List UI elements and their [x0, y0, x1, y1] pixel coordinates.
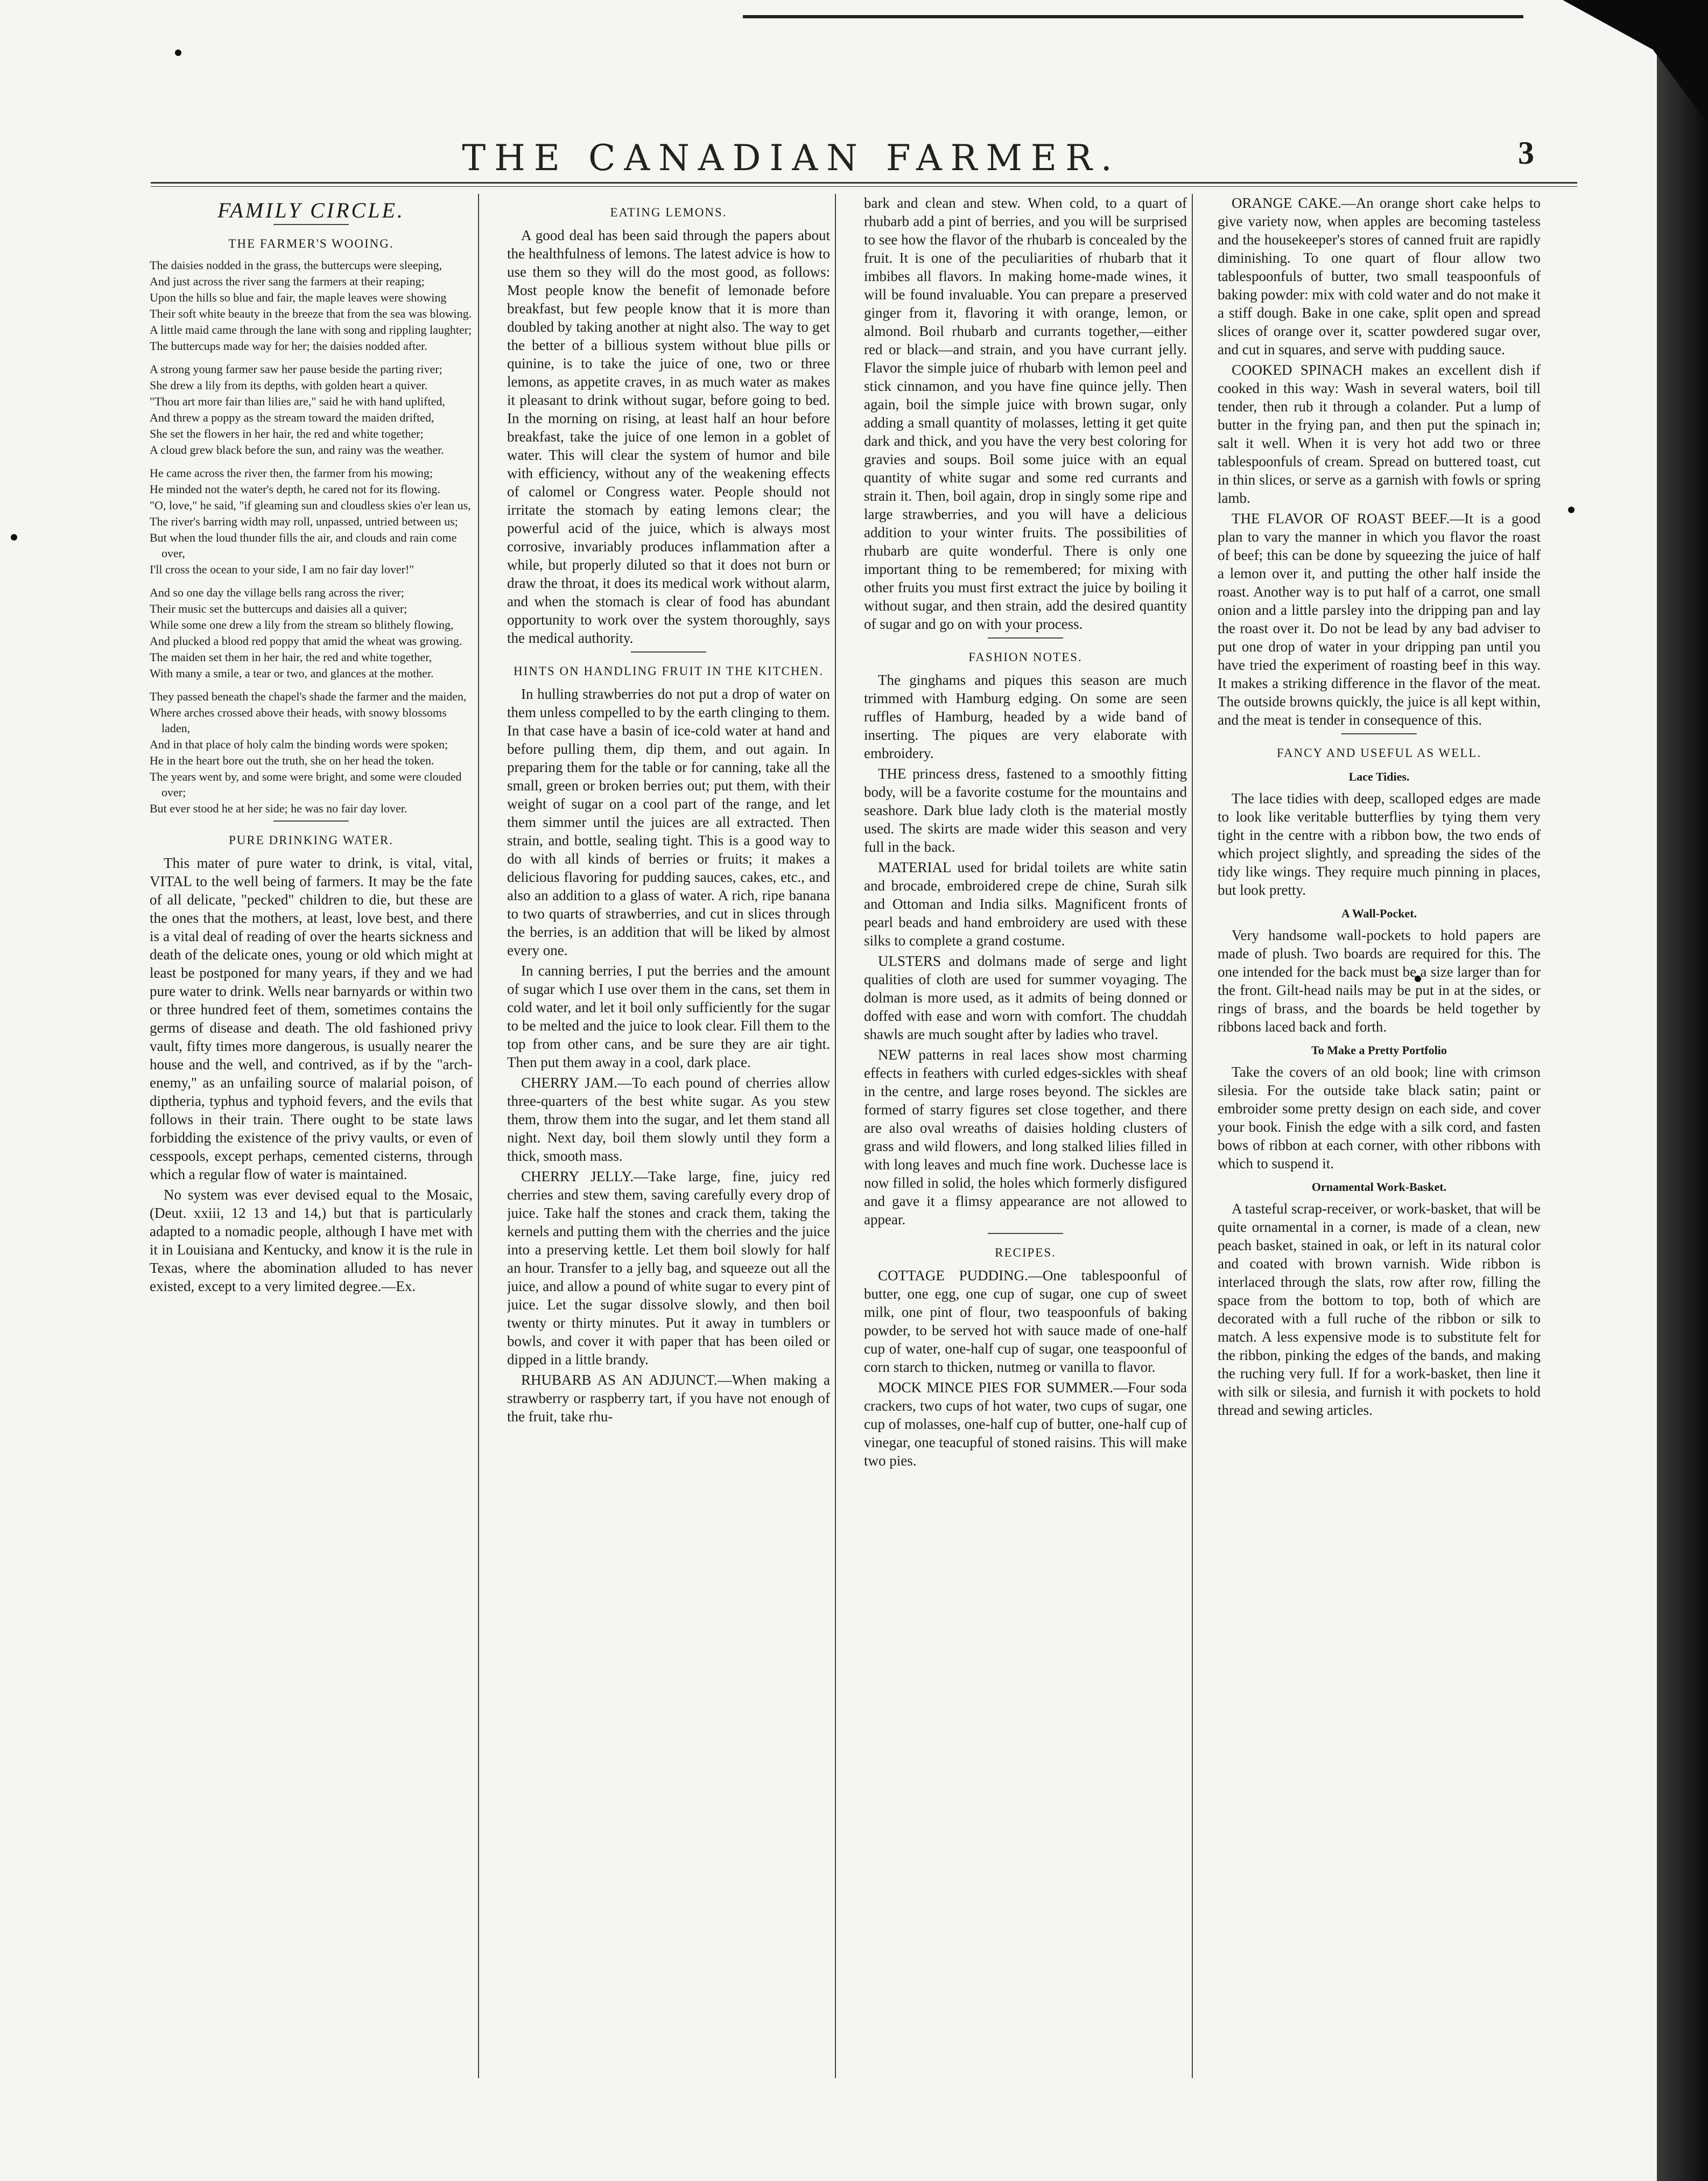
poem-line: He minded not the water's depth, he cared not for its flowing.: [150, 482, 440, 496]
section-rule: [988, 1233, 1063, 1234]
poem-line: She drew a lily from its depths, with golden heart a quiver.: [150, 378, 428, 392]
article-paragraph: COTTAGE PUDDING.—One tablespoonful of butter, one egg, one cup of sugar, one cup of sweet milk, one pint of flour, two teaspoonfuls of baking powder, to be served hot with sauce made of one-half cup of water, one-half cup of sugar, one teaspoonful of corn starch to thicken, nutmeg or vanilla to flavor.: [864, 1267, 1187, 1375]
poem-line: Where arches crossed above their heads, with snowy blossoms laden,: [150, 706, 447, 735]
article-paragraph: In canning berries, I put the berries and the amount of sugar which I use over them in the cans, set them in cold water, and let it boil only sufficiently for the sugar to be melted and the juice to look clear. Fill them to the top from other cans, and be sure they are air tight. Then put them away in a cool, dark place.: [507, 963, 830, 1070]
article-paragraph: This mater of pure water to drink, is vital, vital, VITAL to the well being of farmers. It may be the fate of all delicate, "pecked" children to die, but these are the ones that the mothers, at least, love best, and there is a vital deal of reading of over the hearts sickness and death of the delicate ones, young or old which might at least be postponed for many years, if they and we had pure water to drink. Wells near barnyards or within two or three hundred feet of them, sometimes contains the germs of disease and death. The old fashioned privy vault, fifty times more dangerous, is usually nearer the house and the well, and contrived, as if by the "arch-enemy," as an unfailing source of malarial poison, of diptheria, typhus and typhoid fevers, and the evils that follows in their train. There ought to be state laws forbidding the existence of the privy vaults, or even of cesspools, except perhaps, cemented cisterns, through which a regular flow of water is maintained.: [150, 855, 473, 1182]
poem-line: But when the loud thunder fills the air, and clouds and rain come over,: [150, 531, 457, 560]
poem-line: He in the heart bore out the truth, she on her head the token.: [150, 754, 434, 767]
column-1: [150, 194, 473, 2089]
column-rule: [835, 194, 836, 2078]
column-2: [507, 194, 830, 2089]
poem-line: A strong young farmer saw her pause beside the parting river;: [150, 362, 442, 376]
article-paragraph: Very handsome wall-pockets to hold papers are made of plush. Two boards are required for this. The one intended for the back must be a size larger than for the front. Gilt-head nails may be put in at the sides, or rings of brass, and the boards be held together by ribbons laced back and forth.: [1218, 927, 1541, 1035]
poem-line: "O, love," he said, "if gleaming sun and cloudless skies o'er lean us,: [150, 499, 471, 512]
column-3: [864, 194, 1187, 2089]
article-title: HINTS ON HANDLING FRUIT IN THE KITCHEN.: [513, 664, 824, 678]
article-title: FASHION NOTES.: [968, 650, 1083, 664]
article-paragraph: The ginghams and piques this season are much trimmed with Hamburg edging. On some are seen ruffles of Hamburg, headed by a wide band of inserting. The piques are very elaborate with embroidery.: [864, 672, 1187, 761]
article-paragraph: COOKED SPINACH makes an excellent dish if cooked in this way: Wash in several waters, boil till tender, then rub it through a colander. Put a lump of butter in the frying pan, and then put the spinach in; salt it well. When it is very hot add two or three tablespoonfuls of cream. Spread on buttered toast, cut in thin slices, or serve as a garnish with fowls or spring lamb.: [1218, 362, 1541, 506]
article-paragraph: In hulling strawberries do not put a drop of water on them unless compelled to by the earth clinging to them. In that case have a basin of ice-cold water at hand and before pulling them, dip them, and out again. In preparing them for the table or for canning, take all the small, green or broken berries out; put them, with their weight of sugar on a cool part of the range, and let them simmer until the juices are all extracted. Then strain, and bottle, sealing tight. This is a good way to do with all kinds of berries or fruits; it makes a delicious flavoring for pudding sauces, cakes, etc., and also an addition to a glass of water. A rich, ripe banana to two quarts of strawberries, and cut in slices through the berries, is an addition that will be liked by almost every one.: [507, 686, 830, 958]
masthead-rule: [151, 186, 1577, 187]
column-4: [1218, 194, 1541, 2089]
subsection-title: Ornamental Work-Basket.: [1311, 1180, 1447, 1194]
poem-line: And threw a poppy as the stream toward the maiden drifted,: [150, 411, 434, 424]
article-title: PURE DRINKING WATER.: [229, 833, 393, 847]
scan-speck: [1568, 507, 1575, 513]
poem-line: Their music set the buttercups and daisies all a quiver;: [150, 602, 407, 615]
poem-line: Upon the hills so blue and fair, the maple leaves were showing: [150, 291, 447, 304]
poem-line: And just across the river sang the farmers at their reaping;: [150, 275, 425, 288]
scan-dark-edge: [1657, 0, 1708, 2181]
poem-line: And in that place of holy calm the binding words were spoken;: [150, 738, 448, 751]
poem-line: With many a smile, a tear or two, and glances at the mother.: [150, 667, 434, 680]
poem-line: She set the flowers in her hair, the red and white together;: [150, 427, 424, 440]
article-paragraph: RHUBARB AS AN ADJUNCT.—When making a strawberry or raspberry tart, if you have not enough of the fruit, take rhu-: [507, 1372, 830, 1425]
column-rule: [1192, 194, 1193, 2078]
section-rule: [1341, 733, 1417, 734]
poem-line: He came across the river then, the farmer from his mowing;: [150, 466, 433, 480]
poem-line: While some one drew a lily from the stream so blithely flowing,: [150, 618, 454, 632]
article-paragraph: THE princess dress, fastened to a smoothly fitting body, will be a favorite costume for the mountains and seashore. Dark blue lady cloth is the material mostly used. The skirts are made wider this season and very full in the back.: [864, 766, 1187, 855]
poem-line: "Thou art more fair than lilies are," said he with hand uplifted,: [150, 395, 445, 408]
article-paragraph: bark and clean and stew. When cold, to a quart of rhubarb add a pint of berries, and you will be surprised to see how the flavor of the rhubarb is concealed by the fruit. It is one of the peculiarities of rhubarb that it imbibes all flavors. In making home-made wines, it will be found invaluable. You can prepare a preserved ginger from it, flavoring it with orange, lemon, or almond. Boil rhubarb and currants together,—either red or black—and strain, and you have currant jelly. Flavor the simple juice of rhubarb with lemon peel and stick cinnamon, and you have fine quince jelly. Then again, boil the simple juice with brown sugar, only adding a small quantity of molasses, letting it get quite dark and thick, and you have the very best coloring for gravies and soups. Boil some juice with an equal quantity of white sugar and some red currants and strain it. Then, boil again, drop in singly some ripe and large strawberries, and you will have a delicious addition to your winter fruits. The possibilities of rhubarb are quite wonderful. There is only one important thing to be remembered; for mixing with other fruits you must first extract the juice by boiling it without sugar, and then strain, add the desired quantity of sugar and go on with your process.: [864, 195, 1187, 632]
article-paragraph: ULSTERS and dolmans made of serge and light qualities of cloth are used for summer voyaging. The dolman is more used, as it admits of being donned or doffed with ease and worn with comfort. The chuddah shawls are much sought after by ladies who travel.: [864, 953, 1187, 1042]
poem-line: And plucked a blood red poppy that amid the wheat was growing.: [150, 634, 462, 648]
poem-line: Their soft white beauty in the breeze that from the sea was blowing.: [150, 307, 472, 320]
article-paragraph: The lace tidies with deep, scalloped edges are made to look like veritable butterflies by tying them very tight in the centre with a ribbon bow, the two ends of which project slightly, and spreading the sides of the tidy like wings. They require much pinning in places, but look pretty.: [1218, 790, 1541, 898]
subsection-title: A Wall-Pocket.: [1341, 907, 1417, 920]
section-title: FAMILY CIRCLE.: [217, 198, 405, 222]
poem-line: But ever stood he at her side; he was no fair day lover.: [150, 802, 407, 815]
article-title: RECIPES.: [995, 1246, 1056, 1259]
poem-line: A little maid came through the lane with song and rippling laughter;: [150, 323, 472, 336]
poem-line: The buttercups made way for her; the daisies nodded after.: [150, 339, 427, 353]
scan-speck: [11, 534, 17, 541]
poem-line: And so one day the village bells rang across the river;: [150, 586, 404, 599]
column-rule: [478, 194, 479, 2078]
article-title: EATING LEMONS.: [610, 206, 727, 219]
poem-line: I'll cross the ocean to your side, I am no fair day lover!": [150, 563, 414, 576]
masthead-rule: [151, 182, 1577, 184]
subsection-title: Lace Tidies.: [1348, 770, 1410, 783]
masthead-title: THE CANADIAN FARMER.: [462, 137, 1121, 179]
poem-line: The river's barring width may roll, unpassed, untried between us;: [150, 515, 458, 528]
poem-title: THE FARMER'S WOOING.: [228, 237, 394, 250]
article-paragraph: CHERRY JELLY.—Take large, fine, juicy red cherries and stew them, saving carefully every drop of juice. Take half the stones and crack them, taking the kernels and putting them with the cherries and the juice into a preserving kettle. Let them boil slowly for half an hour. Transfer to a jelly bag, and squeeze out all the juice, and allow a pound of white sugar to every pint of juice. Let the sugar dissolve slowly, and then boil twenty or thirty minutes. Put it away in tumblers or bowls, and cover it with paper that has been oiled or dipped in a little brandy.: [507, 1168, 830, 1367]
article-paragraph: THE FLAVOR OF ROAST BEEF.—It is a good plan to vary the manner in which you flavor the roast of beef; this can be done by squeezing the juice of half a lemon over it, and putting the other half inside the roast. Another way is to put half of a carrot, one small onion and a little parsley into the dripping pan and lay the roast over it. Do not be lead by any bad adviser to put one drop of water in your dripping pan until you have tried the experiment of roasting beef in this way. It makes a striking difference in the flavor of the meat. The outside browns quickly, the juice is all kept within, and the meat is tender in consequence of this.: [1218, 510, 1541, 728]
article-paragraph: Take the covers of an old book; line with crimson silesia. For the outside take black satin; paint or embroider some pretty design on each side, and cover your book. Finish the edge with a silk cord, and fasten bows of ribbon at each corner, with other ribbons with which to suspend it.: [1218, 1064, 1541, 1172]
article-paragraph: ORANGE CAKE.—An orange short cake helps to give variety now, when apples are becoming tasteless and the housekeeper's stores of canned fruit are rapidly diminishing. To one quart of flour allow two tablespoonfuls of butter, two small teaspoonfuls of baking powder: mix with cold water and do not make it a stiff dough. Bake in one cake, split open and spread slices of orange over it, scatter powdered sugar over, and cut in squares, and serve with pudding sauce.: [1218, 195, 1541, 357]
article-title: FANCY AND USEFUL AS WELL.: [1276, 746, 1482, 760]
section-rule: [273, 224, 349, 225]
poem-line: The years went by, and some were bright, and some were clouded over;: [150, 770, 462, 799]
article-paragraph: MATERIAL used for bridal toilets are white satin and brocade, embroidered crepe de chine, Surah silk and Ottoman and India silks. Magnificent fronts of pearl beads and hand embroidery are used with these silks to complete a grand costume.: [864, 859, 1187, 949]
section-rule: [988, 637, 1063, 639]
poem-line: The daisies nodded in the grass, the buttercups were sleeping,: [150, 258, 442, 272]
page-number: 3: [1518, 135, 1534, 171]
article-paragraph: CHERRY JAM.—To each pound of cherries allow three-quarters of the best white sugar. As you stew them, throw them into the sugar, and let them stand all night. Next day, boil them slowly until they form a thick, smooth mass.: [507, 1075, 830, 1164]
poem-line: The maiden set them in her hair, the red and white together,: [150, 650, 432, 664]
subsection-title: To Make a Pretty Portfolio: [1311, 1043, 1447, 1057]
article-paragraph: MOCK MINCE PIES FOR SUMMER.—Four soda crackers, two cups of hot water, two cups of sugar, one cup of molasses, one-half cup of butter, one-half cup of vinegar, one teacupful of stoned raisins. This will make two pies.: [864, 1379, 1187, 1469]
article-paragraph: A good deal has been said through the papers about the healthfulness of lemons. The latest advice is how to use them so they will do the most good, as follows: Most people know the benefit of lemonade before breakfast, but few people know that it is more than doubled by taking another at night also. The way to get the better of a billious system without blue pills or quinine, is to take the juice of one, two or three lemons, as appetite craves, in as much water as makes it pleasant to drink without sugar, before going to bed. In the morning on rising, at least half an hour before breakfast, take the juice of one lemon in a goblet of water. This will clear the system of humor and bile with efficiency, without any of the weakening effects of calomel or Congress water. People should not irritate the stomach by eating lemons clear; the powerful acid of the juice, which is always most corrosive, invariably produces inflammation after a while, but properly diluted so that it does not burn or draw the throat, it does its medical work without alarm, and when the stomach is clear of food has abundant opportunity to work over the system thoroughly, says the medical authority.: [507, 227, 830, 646]
article-paragraph: A tasteful scrap-receiver, or work-basket, that will be quite ornamental in a corner, is made of a clean, new peach basket, stained in oak, or left in its natural color and coated with brown varnish. Wide ribbon is interlaced through the slats, row after row, filling the space from the bottom to top, both of which are decorated with a full ruche of the ribbon or silk to match. A less expensive mode is to substitute felt for the ribbon, pinking the edges of the bands, and making the ruching very full. If for a work-basket, then line it with silk or silesia, and furnish it with pockets to hold thread and sewing articles.: [1218, 1201, 1541, 1418]
article-paragraph: No system was ever devised equal to the Mosaic, (Deut. xxiii, 12 13 and 14,) but that is particularly adapted to a nomadic people, although I have met with it in Louisiana and Kentucky, and know it is the rule in Texas, where the abomination alluded to has never existed, except to a very limited degree.—Ex.: [150, 1187, 473, 1294]
article-paragraph: NEW patterns in real laces show most charming effects in feathers with curled edges-sickles with sheaf in the centre, and large roses beyond. The sickles are formed of starry figures set close together, and there are also oval wreaths of daisies holding clusters of grass and wild flowers, and long stalked lilies filled in with long leaves and much fine work. Duchesse lace is now filled in solid, the holes which formerly disfigured and gave it a flimsy appearance are not allowed to appear.: [864, 1047, 1187, 1228]
poem-line: They passed beneath the chapel's shade the farmer and the maiden,: [150, 690, 467, 703]
scan-speck: [175, 50, 181, 56]
section-rule: [273, 820, 349, 822]
poem-line: A cloud grew black before the sun, and rainy was the weather.: [150, 443, 444, 457]
poem: [150, 257, 473, 816]
section-rule: [631, 651, 706, 653]
scan-top-rule: [743, 15, 1523, 18]
